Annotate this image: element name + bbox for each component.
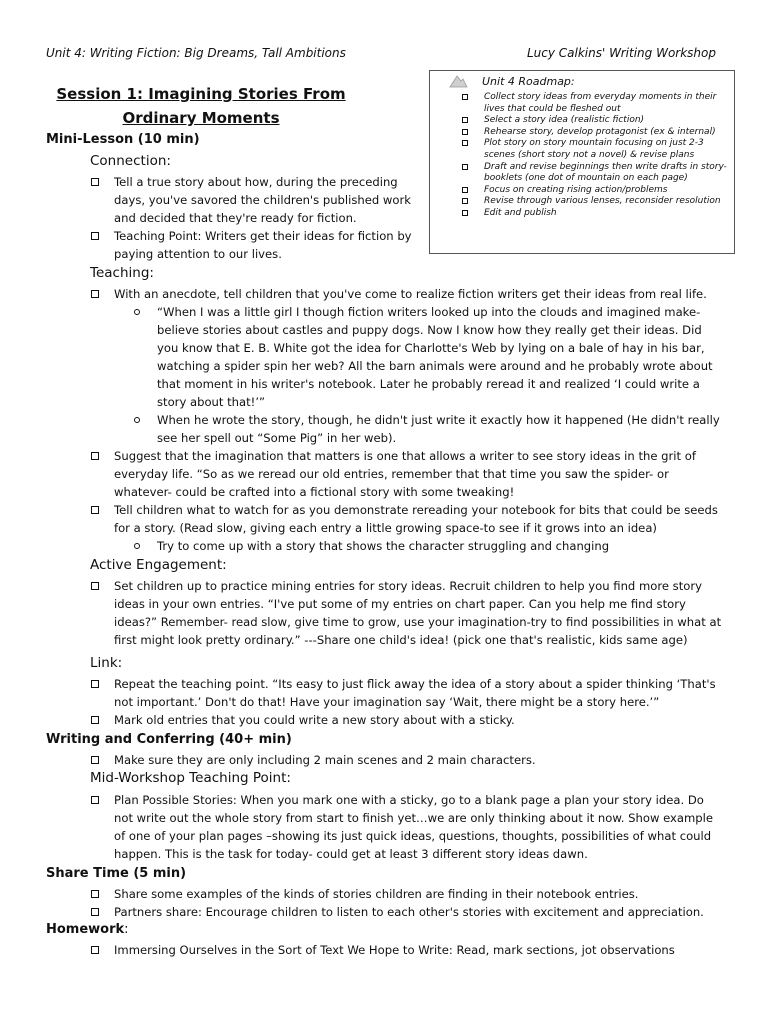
list-item: With an anecdote, tell children that you've come to realize fiction writers get their ideas from real life. xyxy=(114,285,724,303)
checkbox-icon xyxy=(91,756,99,764)
checkbox-icon xyxy=(91,506,99,514)
checkbox-icon xyxy=(91,178,99,186)
roadmap-item: Edit and publish xyxy=(436,208,728,220)
list-item: Tell children what to watch for as you demonstrate rereading your notebook for bits that could be seeds for a story. (Read slow, giving each entry a little growing space-to see if it grows into an idea) xyxy=(114,501,724,537)
checkbox-icon xyxy=(91,716,99,724)
roadmap-item: Draft and revise beginnings then write drafts in story-booklets (one dot of mountain on each page) xyxy=(436,162,728,185)
bullet-circle-icon xyxy=(134,309,140,315)
checkbox-icon xyxy=(462,94,468,100)
roadmap-box xyxy=(429,70,735,254)
list-item: Immersing Ourselves in the Sort of Text We Hope to Write: Read, mark sections, jot observations xyxy=(114,941,724,959)
roadmap-item: Focus on creating rising action/problems xyxy=(436,185,728,197)
checkbox-icon xyxy=(462,210,468,216)
checkbox-icon xyxy=(462,164,468,170)
share-time-heading: Share Time (5 min) xyxy=(46,866,187,881)
roadmap-item: Select a story idea (realistic fiction) xyxy=(436,115,728,127)
minilesson-heading: Mini-Lesson (10 min) xyxy=(46,132,200,147)
mountain-icon xyxy=(448,74,468,88)
checkbox-icon xyxy=(91,796,99,804)
sub-list-item: “When I was a little girl I though fiction writers looked up into the clouds and imagined make-believe stories about castles and puppy dogs. Now I know how they really get their ideas. Did you know that E. B. White got the idea for Charlotte's Web by lying on a bale of hay in his bar, watching a spider spin her web? All the barn animals were around and he probably wrote about that moment in his writer's notebook. Later he probably reread it and realized ‘I could write a story about that!’” xyxy=(157,303,720,411)
checkbox-icon xyxy=(91,890,99,898)
roadmap-item: Revise through various lenses, reconsider resolution xyxy=(436,196,728,208)
mid-workshop-label: Mid-Workshop Teaching Point: xyxy=(90,770,291,786)
list-item: Set children up to practice mining entries for story ideas. Recruit children to help you find more story ideas in your own entries. “I've put some of my entries on chart paper. Can you help me find story ideas?” Remember- read slow, give time to grow, use your imagination-try to find possibilities in what at first might look pretty ordinary.” ---Share one child's idea! (pick one that's realistic, kids same age) xyxy=(114,577,724,649)
session-title-line-1: Session 1: Imagining Stories From xyxy=(56,85,346,103)
list-item: Tell a true story about how, during the preceding days, you've savored the children's published work and decided that they're ready for fiction. xyxy=(114,173,414,227)
list-item: Partners share: Encourage children to listen to each other's stories with excitement and appreciation. xyxy=(114,903,724,921)
checkbox-icon xyxy=(91,290,99,298)
writing-conferring-heading: Writing and Conferring (40+ min) xyxy=(46,732,292,747)
checkbox-icon xyxy=(91,908,99,916)
checkbox-icon xyxy=(462,129,468,135)
list-item: Make sure they are only including 2 main scenes and 2 main characters. xyxy=(114,751,724,769)
checkbox-icon xyxy=(91,582,99,590)
sub-list-item: When he wrote the story, though, he didn't just write it exactly how it happened (He didn't really see her spell out “Some Pig” in her web). xyxy=(157,411,720,447)
checkbox-icon xyxy=(91,946,99,954)
list-item: Repeat the teaching point. “Its easy to just flick away the idea of a story about a spider thinking ‘That's not important.’ Don't do that! Have your imagination say ‘Wait, there might be a story here.’” xyxy=(114,675,724,711)
roadmap-title: Unit 4 Roadmap: xyxy=(482,75,575,88)
link-label: Link: xyxy=(90,655,123,671)
list-item: Suggest that the imagination that matters is one that allows a writer to see story ideas in the grit of everyday life. “So as we reread our old entries, remember that that time you saw the spider- or whatever- could be crafted into a fictional story with some tweaking! xyxy=(114,447,724,501)
roadmap-item: Plot story on story mountain focusing on just 2-3 scenes (short story not a novel) & revise plans xyxy=(436,138,728,161)
list-item: Teaching Point: Writers get their ideas for fiction by paying attention to our lives. xyxy=(114,227,414,263)
bullet-circle-icon xyxy=(134,543,140,549)
list-item: Plan Possible Stories: When you mark one with a sticky, go to a blank page a plan your story idea. Do not write out the whole story from start to finish yet…we are only thinking about it now. Show example of one of your plan pages –showing its just quick ideas, questions, thoughts, possibilities of what could happen. This is the task for today- could get at least 3 different story ideas dawn. xyxy=(114,791,724,863)
roadmap-list xyxy=(436,92,728,220)
checkbox-icon xyxy=(462,187,468,193)
roadmap-item: Collect story ideas from everyday moments in their lives that could be fleshed out xyxy=(436,92,728,115)
session-title-line-2: Ordinary Moments xyxy=(122,109,280,127)
active-engagement-label: Active Engagement: xyxy=(90,557,227,573)
list-item: Mark old entries that you could write a new story about with a sticky. xyxy=(114,711,724,729)
checkbox-icon xyxy=(91,680,99,688)
sub-list-item: Try to come up with a story that shows the character struggling and changing xyxy=(157,537,720,555)
roadmap-item: Rehearse story, develop protagonist (ex & internal) xyxy=(436,127,728,139)
checkbox-icon xyxy=(462,140,468,146)
teaching-label: Teaching: xyxy=(90,265,154,281)
checkbox-icon xyxy=(462,198,468,204)
checkbox-icon xyxy=(91,232,99,240)
header-workshop-title: Lucy Calkins' Writing Workshop xyxy=(526,46,716,60)
list-item: Share some examples of the kinds of stories children are finding in their notebook entries. xyxy=(114,885,724,903)
connection-label: Connection: xyxy=(90,153,171,169)
checkbox-icon xyxy=(462,117,468,123)
homework-heading: Homework: xyxy=(46,922,129,937)
session-title xyxy=(46,82,356,130)
bullet-circle-icon xyxy=(134,417,140,423)
checkbox-icon xyxy=(91,452,99,460)
roadmap-header xyxy=(436,75,728,91)
header-unit-title: Unit 4: Writing Fiction: Big Dreams, Tall Ambitions xyxy=(46,46,346,60)
